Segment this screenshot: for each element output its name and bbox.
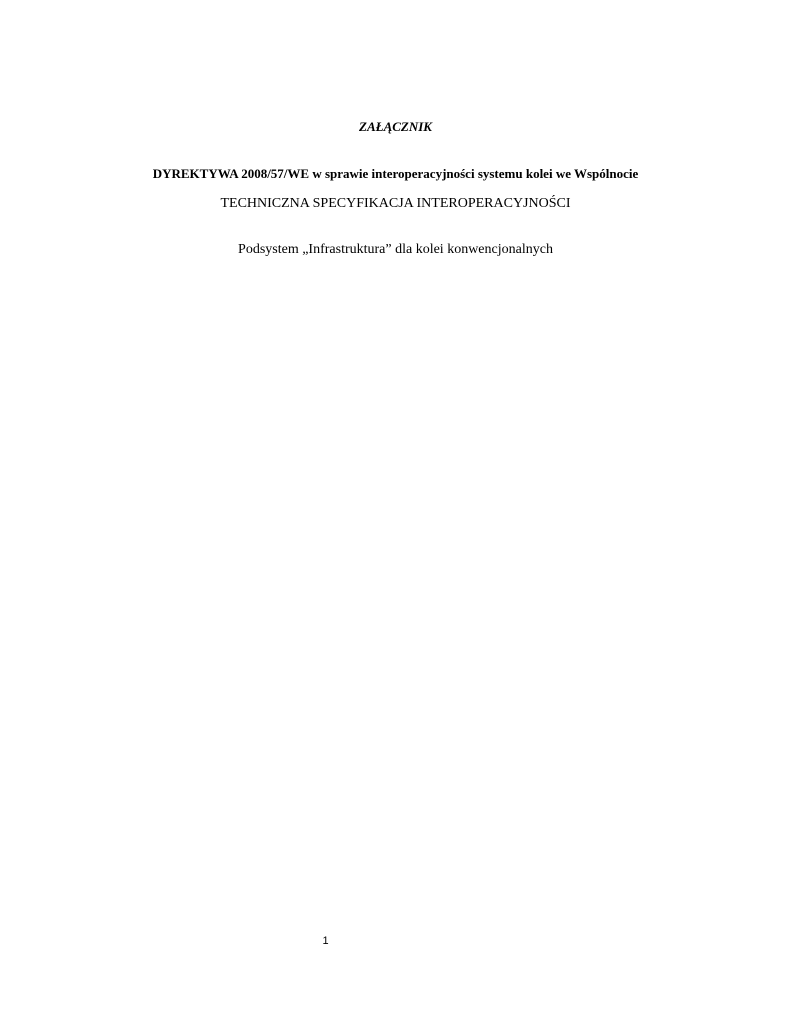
subsystem-title: Podsystem „Infrastruktura” dla kolei konwencjonalnych: [238, 242, 553, 257]
tsi-title: TECHNICZNA SPECYFIKACJA INTEROPERACYJNOŚCI: [220, 196, 571, 211]
page-number: 1: [322, 935, 329, 947]
directive-title: DYREKTYWA 2008/57/WE w sprawie interoperacyjności systemu kolei we Wspólnocie: [152, 166, 639, 181]
annex-title: ZAŁĄCZNIK: [359, 119, 432, 134]
